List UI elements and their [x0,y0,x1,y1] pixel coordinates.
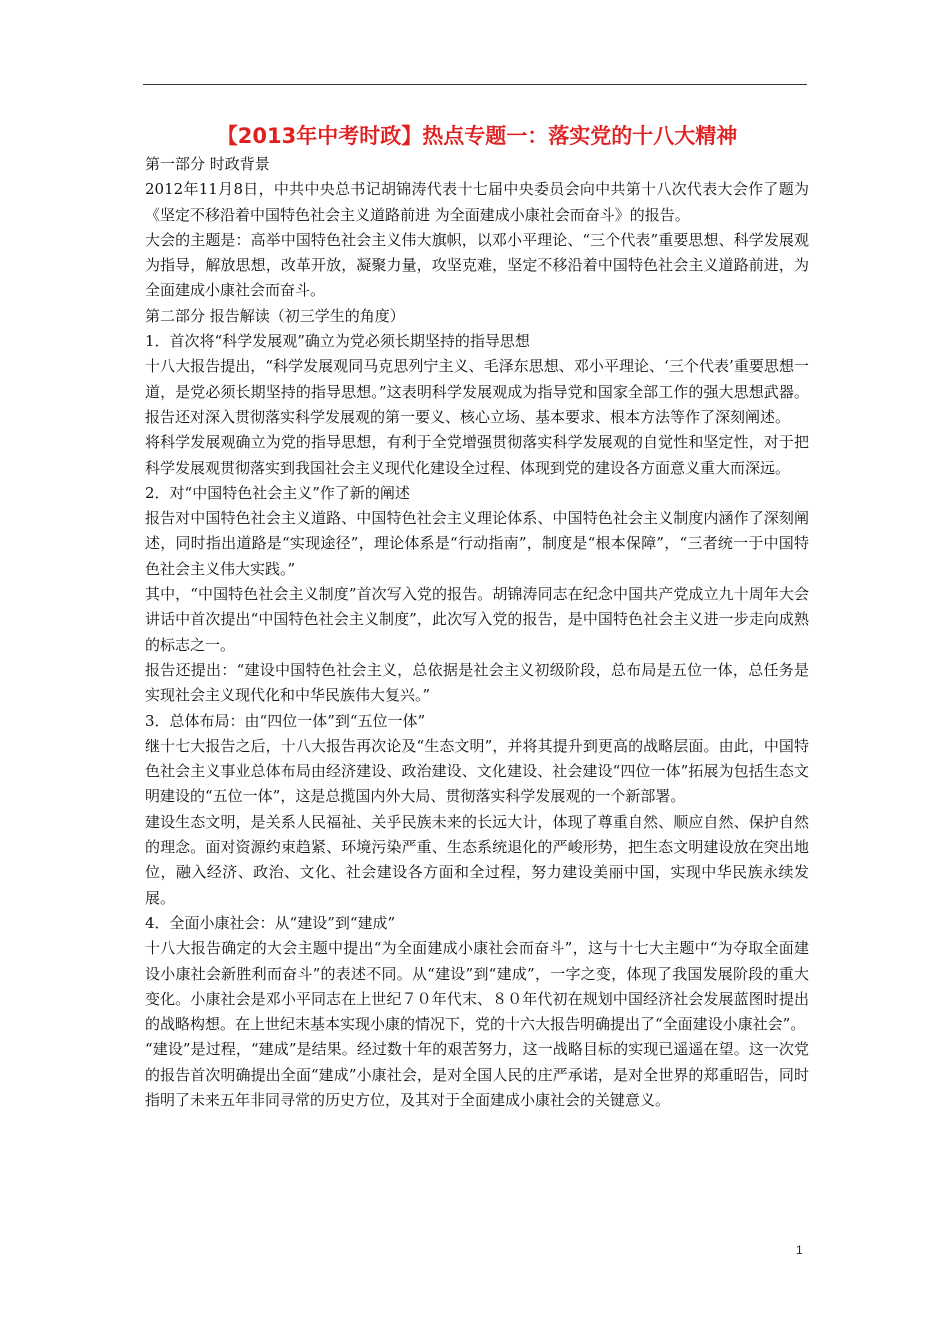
point-heading-1: 1．首次将“科学发展观”确立为党必须长期坚持的指导思想 [145,332,530,351]
paragraph-point-2c: 报告还提出：“建设中国特色社会主义，总依据是社会主义初级阶段，总布局是五位一体，总任务是实现社会主义现代化和中华民族伟大复兴。” [145,660,809,705]
point-heading-2: 2．对“中国特色社会主义”作了新的阐述 [145,483,410,502]
paragraph-point-1b: 将科学发展观确立为党的指导思想，有利于全党增强贯彻落实科学发展观的自觉性和坚定性，对于把科学发展观贯彻落实到我国社会主义现代化建设全过程、体现到党的建设各方面意义重大而深远。 [145,433,809,477]
point-heading-4: 4．全面小康社会：从“建设”到“建成” [145,913,396,932]
section-heading-background: 第一部分 时政背景 [145,155,270,173]
paragraph-theme: 大会的主题是：高举中国特色社会主义伟大旗帜，以邓小平理论、“三个代表”重要思想、科学发展观为指导，解放思想，改革开放，凝聚力量，攻坚克难，坚定不移沿着中国特色社会主义道路前进，为全面建成小康社会而奋斗。 [145,230,809,300]
paragraph-point-3a: 继十七大报告之后，十八大报告再次论及“生态文明”，并将其提升到更高的战略层面。由此，中国特色社会主义事业总体布局由经济建设、政治建设、文化建设、社会建设“四位一体”拓展为包括生态文明建设的“五位一体”，这是总揽国内外大局、贯彻落实科学发展观的一个新部署。 [145,736,809,806]
paragraph-point-2b: 其中，“中国特色社会主义制度”首次写入党的报告。胡锦涛同志在纪念中国共产党成立九十周年大会讲话中首次提出“中国特色社会主义制度”，此次写入党的报告，是中国特色社会主义进一步走向成熟的标志之一。 [145,585,809,654]
paragraph-report: 2012年11月8日，中共中央总书记胡锦涛代表十七届中央委员会向中共第十八次代表大会作了题为《坚定不移沿着中国特色社会主义道路前进 为全面建成小康社会而奋斗》的报告。 [145,180,809,224]
header-rule [143,84,807,85]
page-number: 1 [796,1243,803,1257]
paragraph-point-4b: “建设”是过程，“建成”是结果。经过数十年的艰苦努力，这一战略目标的实现已遥遥在望。这一次党的报告首次明确提出全面“建成”小康社会，是对全国人民的庄严承诺，是对全世界的郑重昭告，同时指明了未来五年非同寻常的历史方位，及其对于全面建成小康社会的关键意义。 [145,1040,809,1109]
document-body [145,120,809,1113]
paragraph-point-3b: 建设生态文明，是关系人民福祉、关乎民族未来的长远大计，体现了尊重自然、顺应自然、保护自然的理念。面对资源约束趋紧、环境污染严重、生态系统退化的严峻形势，把生态文明建设放在突出地位，融入经济、政治、文化、社会建设各方面和全过程，努力建设美丽中国，实现中华民族永续发展。 [145,812,809,907]
section-heading-interpretation: 第二部分 报告解读（初三学生的角度） [145,306,405,325]
document-title: 【2013年中考时政】热点专题一：落实党的十八大精神 [216,124,738,148]
paragraph-point-1a: 十八大报告提出，“科学发展观同马克思列宁主义、毛泽东思想、邓小平理论、‘三个代表’重要思想一道，是党必须长期坚持的指导思想。”这表明科学发展观成为指导党和国家全部工作的强大思想武器。报告还对深入贯彻落实科学发展观的第一要义、核心立场、基本要求、根本方法等作了深刻阐述。 [145,357,809,426]
paragraph-point-4a: 十八大报告确定的大会主题中提出“为全面建成小康社会而奋斗”，这与十七大主题中“为夺取全面建设小康社会新胜利而奋斗”的表述不同。从“建设”到“建成”，一字之变，体现了我国发展阶段的重大变化。小康社会是邓小平同志在上世纪７０年代末、８０年代初在规划中国经济社会发展蓝图时提出的战略构想。在上世纪末基本实现小康的情况下，党的十六大报告明确提出了“全面建设小康社会”。 [145,939,809,1034]
paragraph-point-2a: 报告对中国特色社会主义道路、中国特色社会主义理论体系、中国特色社会主义制度内涵作了深刻阐述，同时指出道路是“实现途径”，理论体系是“行动指南”，制度是“根本保障”，“三者统一于中国特色社会主义伟大实践。” [145,509,809,578]
point-heading-3: 3．总体布局：由“四位一体”到“五位一体” [145,711,426,730]
